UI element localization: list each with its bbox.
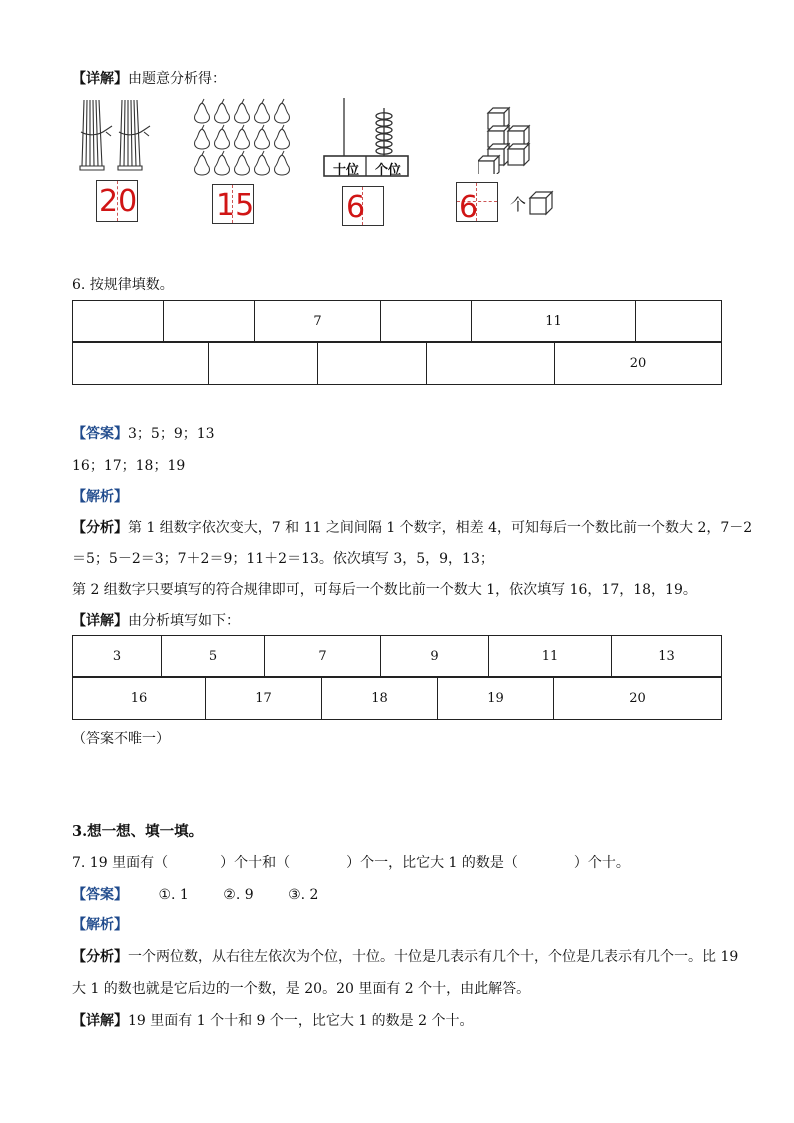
- table-cell: 16: [73, 677, 206, 720]
- pear-item: [255, 129, 270, 149]
- q6-filled-row1: [72, 635, 722, 678]
- table-cell: 20: [554, 677, 722, 720]
- q6-table-row2: [72, 341, 722, 385]
- pear-item: [195, 129, 210, 149]
- detail-text: 由分析填写如下：: [128, 613, 240, 629]
- single-cube-icon: [528, 190, 554, 220]
- pear-item: [215, 129, 230, 149]
- q6-title: 6. 按规律填数。: [72, 277, 174, 293]
- table-cell: 19: [438, 677, 554, 720]
- analyze-label: 【分析】: [72, 949, 128, 965]
- analyze-text: 一个两位数，从右往左依次为个位，十位。十位是几表示有几个十，个位是几表示有几个一。比 19: [128, 949, 739, 965]
- sticks-icon: [78, 96, 160, 176]
- detail-label: 【详解】: [72, 1013, 128, 1029]
- pear-item: [195, 155, 210, 175]
- table-cell: 5: [162, 636, 265, 678]
- detail-text: 19 里面有 1 个十和 9 个一，比它大 1 的数是 2 个十。: [128, 1013, 474, 1029]
- detail-label: 【详解】: [72, 71, 128, 87]
- q6-detail-line: [72, 610, 240, 630]
- pear-item: [275, 103, 290, 123]
- analysis-label: 【解析】: [72, 917, 128, 933]
- table-cell: 20: [555, 342, 722, 385]
- analyze-text: 第 1 组数字依次变大，7 和 11 之间间隔 1 个数字，相差 4，可知每后一个数比前一个数大 2，7－2: [128, 520, 753, 536]
- q6-analyze-line3: 第 2 组数字只要填写的符合规律即可，可每后一个数比前一个数大 1，依次填写 16，17，18，19。: [72, 582, 697, 598]
- q6-answer-line: [72, 423, 215, 443]
- pear-item: [255, 155, 270, 175]
- cube-unit-label: 个: [510, 195, 527, 214]
- table-cell: 13: [612, 636, 722, 678]
- table-cell[interactable]: [73, 342, 209, 385]
- table-cell: 3: [73, 636, 162, 678]
- answer-pears: 15: [216, 188, 255, 223]
- q7-answer-line: [72, 884, 318, 904]
- table-cell: 7: [255, 301, 381, 343]
- answer-item: ③. 2: [288, 887, 319, 903]
- table-cell: 17: [206, 677, 322, 720]
- pear-item: [255, 103, 270, 123]
- q6-answer-line2: 16；17；18；19: [72, 458, 186, 474]
- q7-part: 7. 19 里面有（: [72, 855, 169, 871]
- answer-item: ②. 9: [223, 887, 254, 903]
- table-cell: 9: [381, 636, 489, 678]
- q7-question: [72, 852, 630, 872]
- pears-figure: [192, 98, 294, 178]
- pear-item: [195, 103, 210, 123]
- q6-analyze-line2: ＝5；5－2＝3；7＋2＝9；11＋2＝13。依次填写 3，5，9，13；: [72, 551, 494, 567]
- pear-item: [275, 155, 290, 175]
- pear-item: [235, 155, 250, 175]
- q7-part: ）个十和（: [220, 855, 291, 871]
- q6-table-row1: [72, 300, 722, 343]
- ones-label: 个位: [374, 163, 401, 178]
- answer-text: 3；5；9；13: [128, 426, 215, 442]
- pear-item: [275, 129, 290, 149]
- q6-filled-row2: [72, 676, 722, 720]
- table-cell: 11: [472, 301, 636, 343]
- table-cell[interactable]: [427, 342, 555, 385]
- q7-analysis-label: [72, 914, 128, 934]
- answer-label: 【答案】: [72, 887, 128, 903]
- answer-cubes: 6: [459, 190, 479, 225]
- answer-item: ①. 1: [158, 887, 189, 903]
- analysis-label: 【解析】: [72, 489, 128, 505]
- q7-part: ）个一，比它大 1 的数是（: [346, 855, 518, 871]
- cube-stack-icon: [478, 104, 538, 174]
- q7-part: ）个十。: [573, 855, 630, 871]
- answer-abacus: 6: [346, 190, 366, 225]
- answer-sticks: 20: [99, 184, 138, 219]
- q6-analysis-label: [72, 486, 128, 506]
- q6-note: （答案不唯一）: [72, 731, 170, 747]
- q7-detail-line: [72, 1010, 474, 1030]
- detail-line-5: [72, 68, 226, 88]
- tens-label: 十位: [332, 163, 359, 178]
- q7-analyze-line2: 大 1 的数也就是它后边的一个数，是 20。20 里面有 2 个十，由此解答。: [72, 981, 531, 997]
- pear-item: [215, 103, 230, 123]
- table-cell[interactable]: [73, 301, 164, 343]
- q7-analyze-line1: [72, 946, 738, 966]
- table-cell[interactable]: [209, 342, 318, 385]
- answer-label: 【答案】: [72, 426, 128, 442]
- pear-icon: [192, 98, 294, 178]
- detail-label: 【详解】: [72, 613, 128, 629]
- sticks-bundle-figure: [78, 96, 160, 176]
- cubes-figure: [478, 104, 538, 174]
- section-heading: 3.想一想、填一填。: [72, 823, 204, 840]
- table-cell: 7: [265, 636, 381, 678]
- pear-item: [235, 103, 250, 123]
- pear-item: [235, 129, 250, 149]
- pear-item: [215, 155, 230, 175]
- detail-text: 由题意分析得：: [128, 71, 226, 87]
- table-cell[interactable]: [381, 301, 472, 343]
- table-cell[interactable]: [164, 301, 255, 343]
- cube-face: [478, 161, 494, 174]
- cube-face: [508, 149, 524, 165]
- table-cell[interactable]: [636, 301, 722, 343]
- table-cell: 18: [322, 677, 438, 720]
- q6-analyze-line1: [72, 517, 752, 537]
- analyze-label: 【分析】: [72, 520, 128, 536]
- table-cell: 11: [489, 636, 612, 678]
- table-cell[interactable]: [318, 342, 427, 385]
